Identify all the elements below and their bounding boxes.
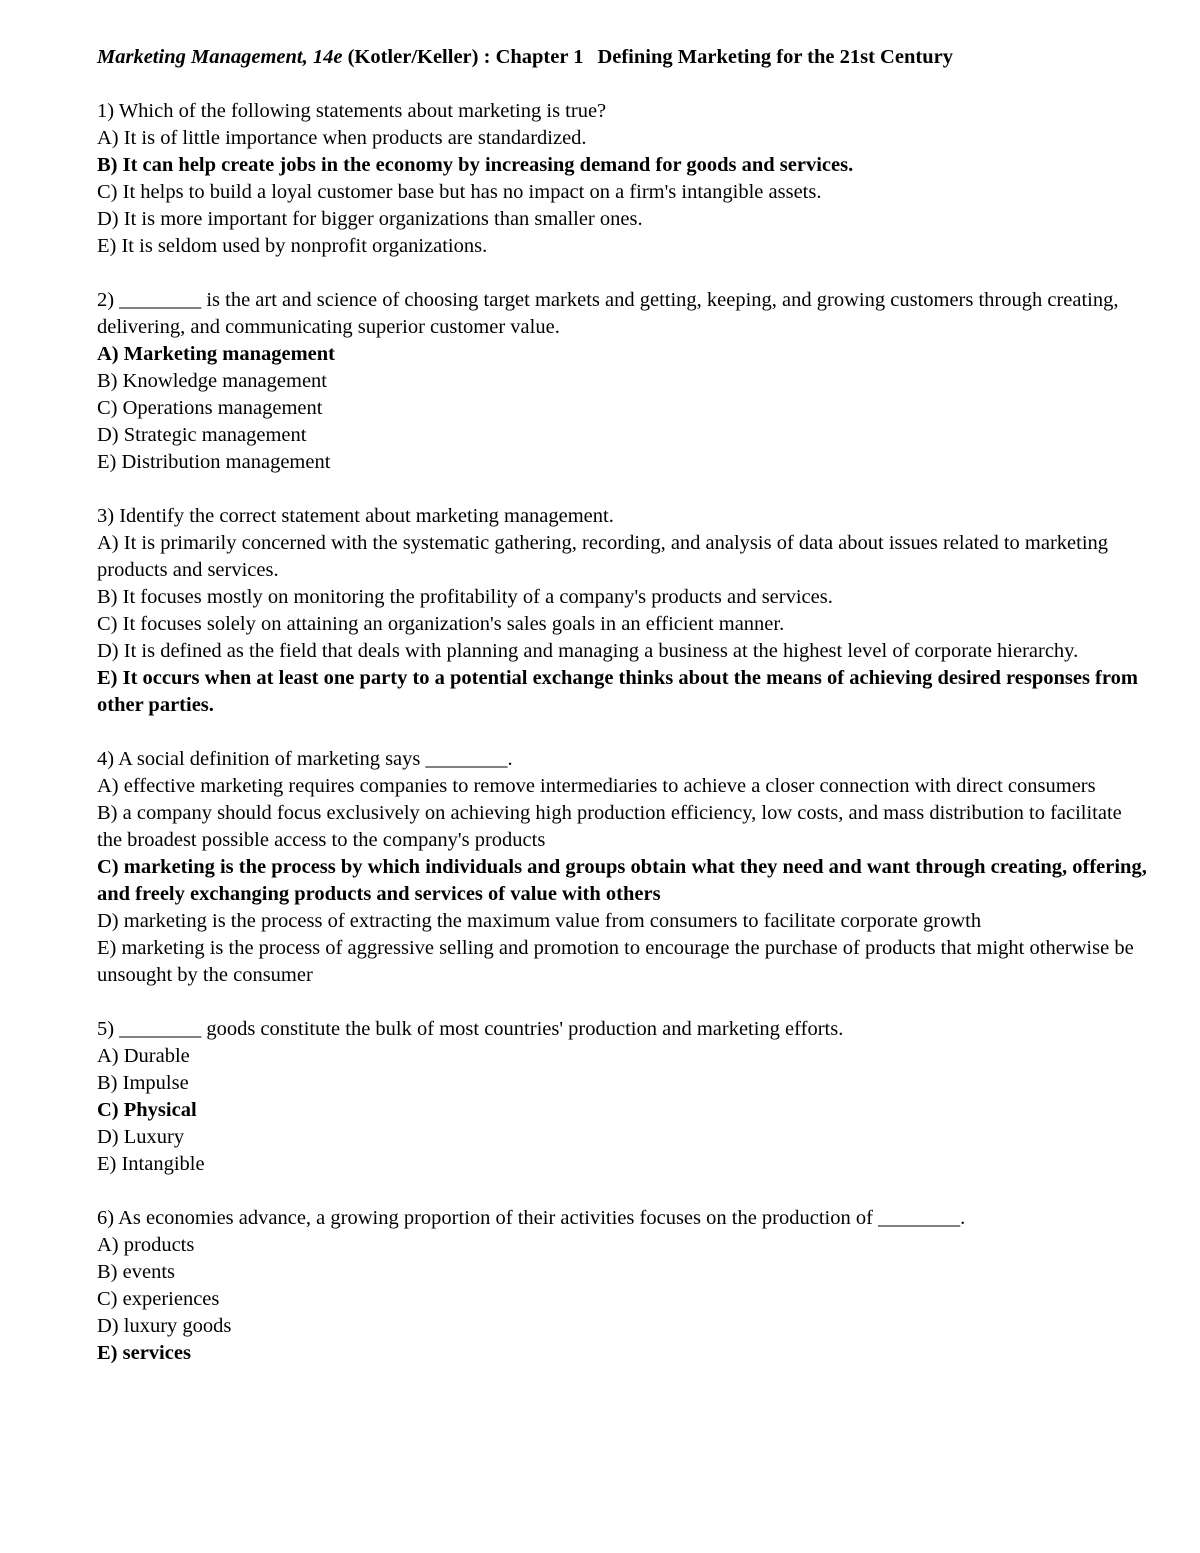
answer-option: C) It focuses solely on attaining an organization's sales goals in an efficient manner. xyxy=(97,613,785,635)
answer-option: B) Impulse xyxy=(97,1072,189,1094)
answer-option: A) It is of little importance when products are standardized. xyxy=(97,127,587,149)
question-block xyxy=(97,1016,1147,1178)
book-authors: (Kotler/Keller) : xyxy=(347,46,491,68)
answer-option: D) Luxury xyxy=(97,1126,185,1148)
answer-option: D) It is defined as the field that deals with planning and managing a business at the highest level of corporate hierarchy. xyxy=(97,640,1079,662)
answer-option: A) It is primarily concerned with the systematic gathering, recording, and analysis of data about issues related to marketing products and services. xyxy=(97,532,1109,581)
chapter-label: Chapter 1 xyxy=(495,46,584,68)
question-stem: 2) ________ is the art and science of choosing target markets and getting, keeping, and growing customers through creating, delivering, and communicating superior customer value. xyxy=(97,289,1119,338)
answer-option: A) Durable xyxy=(97,1045,190,1067)
answer-option: E) Distribution management xyxy=(97,451,331,473)
answer-option-correct: E) services xyxy=(97,1342,191,1364)
question-block xyxy=(97,287,1147,476)
document-page xyxy=(97,44,1147,1394)
question-block xyxy=(97,98,1147,260)
answer-option: B) Knowledge management xyxy=(97,370,327,392)
answer-option-correct: E) It occurs when at least one party to a potential exchange thinks about the means of achieving desired responses from other parties. xyxy=(97,667,1138,716)
question-stem: 5) ________ goods constitute the bulk of most countries' production and marketing efforts. xyxy=(97,1018,844,1040)
answer-option: E) marketing is the process of aggressive selling and promotion to encourage the purchase of products that might otherwise be unsought by the consumer xyxy=(97,937,1134,986)
answer-option: D) It is more important for bigger organizations than smaller ones. xyxy=(97,208,643,230)
question-stem: 6) As economies advance, a growing proportion of their activities focuses on the production of ________. xyxy=(97,1207,966,1229)
question-block xyxy=(97,746,1147,989)
question-block xyxy=(97,1205,1147,1367)
answer-option-correct: B) It can help create jobs in the economy by increasing demand for goods and services. xyxy=(97,154,854,176)
answer-option: B) a company should focus exclusively on achieving high production efficiency, low costs, and mass distribution to facilitate the broadest possible access to the company's products xyxy=(97,802,1122,851)
answer-option-correct: C) Physical xyxy=(97,1099,197,1121)
answer-option: B) It focuses mostly on monitoring the profitability of a company's products and services. xyxy=(97,586,833,608)
answer-option: C) It helps to build a loyal customer base but has no impact on a firm's intangible assets. xyxy=(97,181,822,203)
answer-option: D) luxury goods xyxy=(97,1315,232,1337)
answer-option: D) marketing is the process of extracting the maximum value from consumers to facilitate corporate growth xyxy=(97,910,982,932)
answer-option: A) products xyxy=(97,1234,195,1256)
answer-option-correct: A) Marketing management xyxy=(97,343,335,365)
answer-option: E) Intangible xyxy=(97,1153,205,1175)
question-block xyxy=(97,503,1147,719)
question-stem: 4) A social definition of marketing says ________. xyxy=(97,748,513,770)
answer-option: D) Strategic management xyxy=(97,424,307,446)
answer-option: B) events xyxy=(97,1261,175,1283)
chapter-title: Defining Marketing for the 21st Century xyxy=(597,46,953,68)
answer-option: C) experiences xyxy=(97,1288,220,1310)
answer-option: C) Operations management xyxy=(97,397,323,419)
answer-option-correct: C) marketing is the process by which individuals and groups obtain what they need and want through creating, offering, and freely exchanging products and services of value with others xyxy=(97,856,1147,905)
answer-option: A) effective marketing requires companies to remove intermediaries to achieve a closer connection with direct consumers xyxy=(97,775,1096,797)
question-stem: 3) Identify the correct statement about marketing management. xyxy=(97,505,614,527)
answer-option: E) It is seldom used by nonprofit organizations. xyxy=(97,235,488,257)
page-title xyxy=(97,44,1147,71)
book-title: Marketing Management, 14e xyxy=(97,46,343,68)
question-list xyxy=(97,98,1147,1367)
question-stem: 1) Which of the following statements about marketing is true? xyxy=(97,100,607,122)
